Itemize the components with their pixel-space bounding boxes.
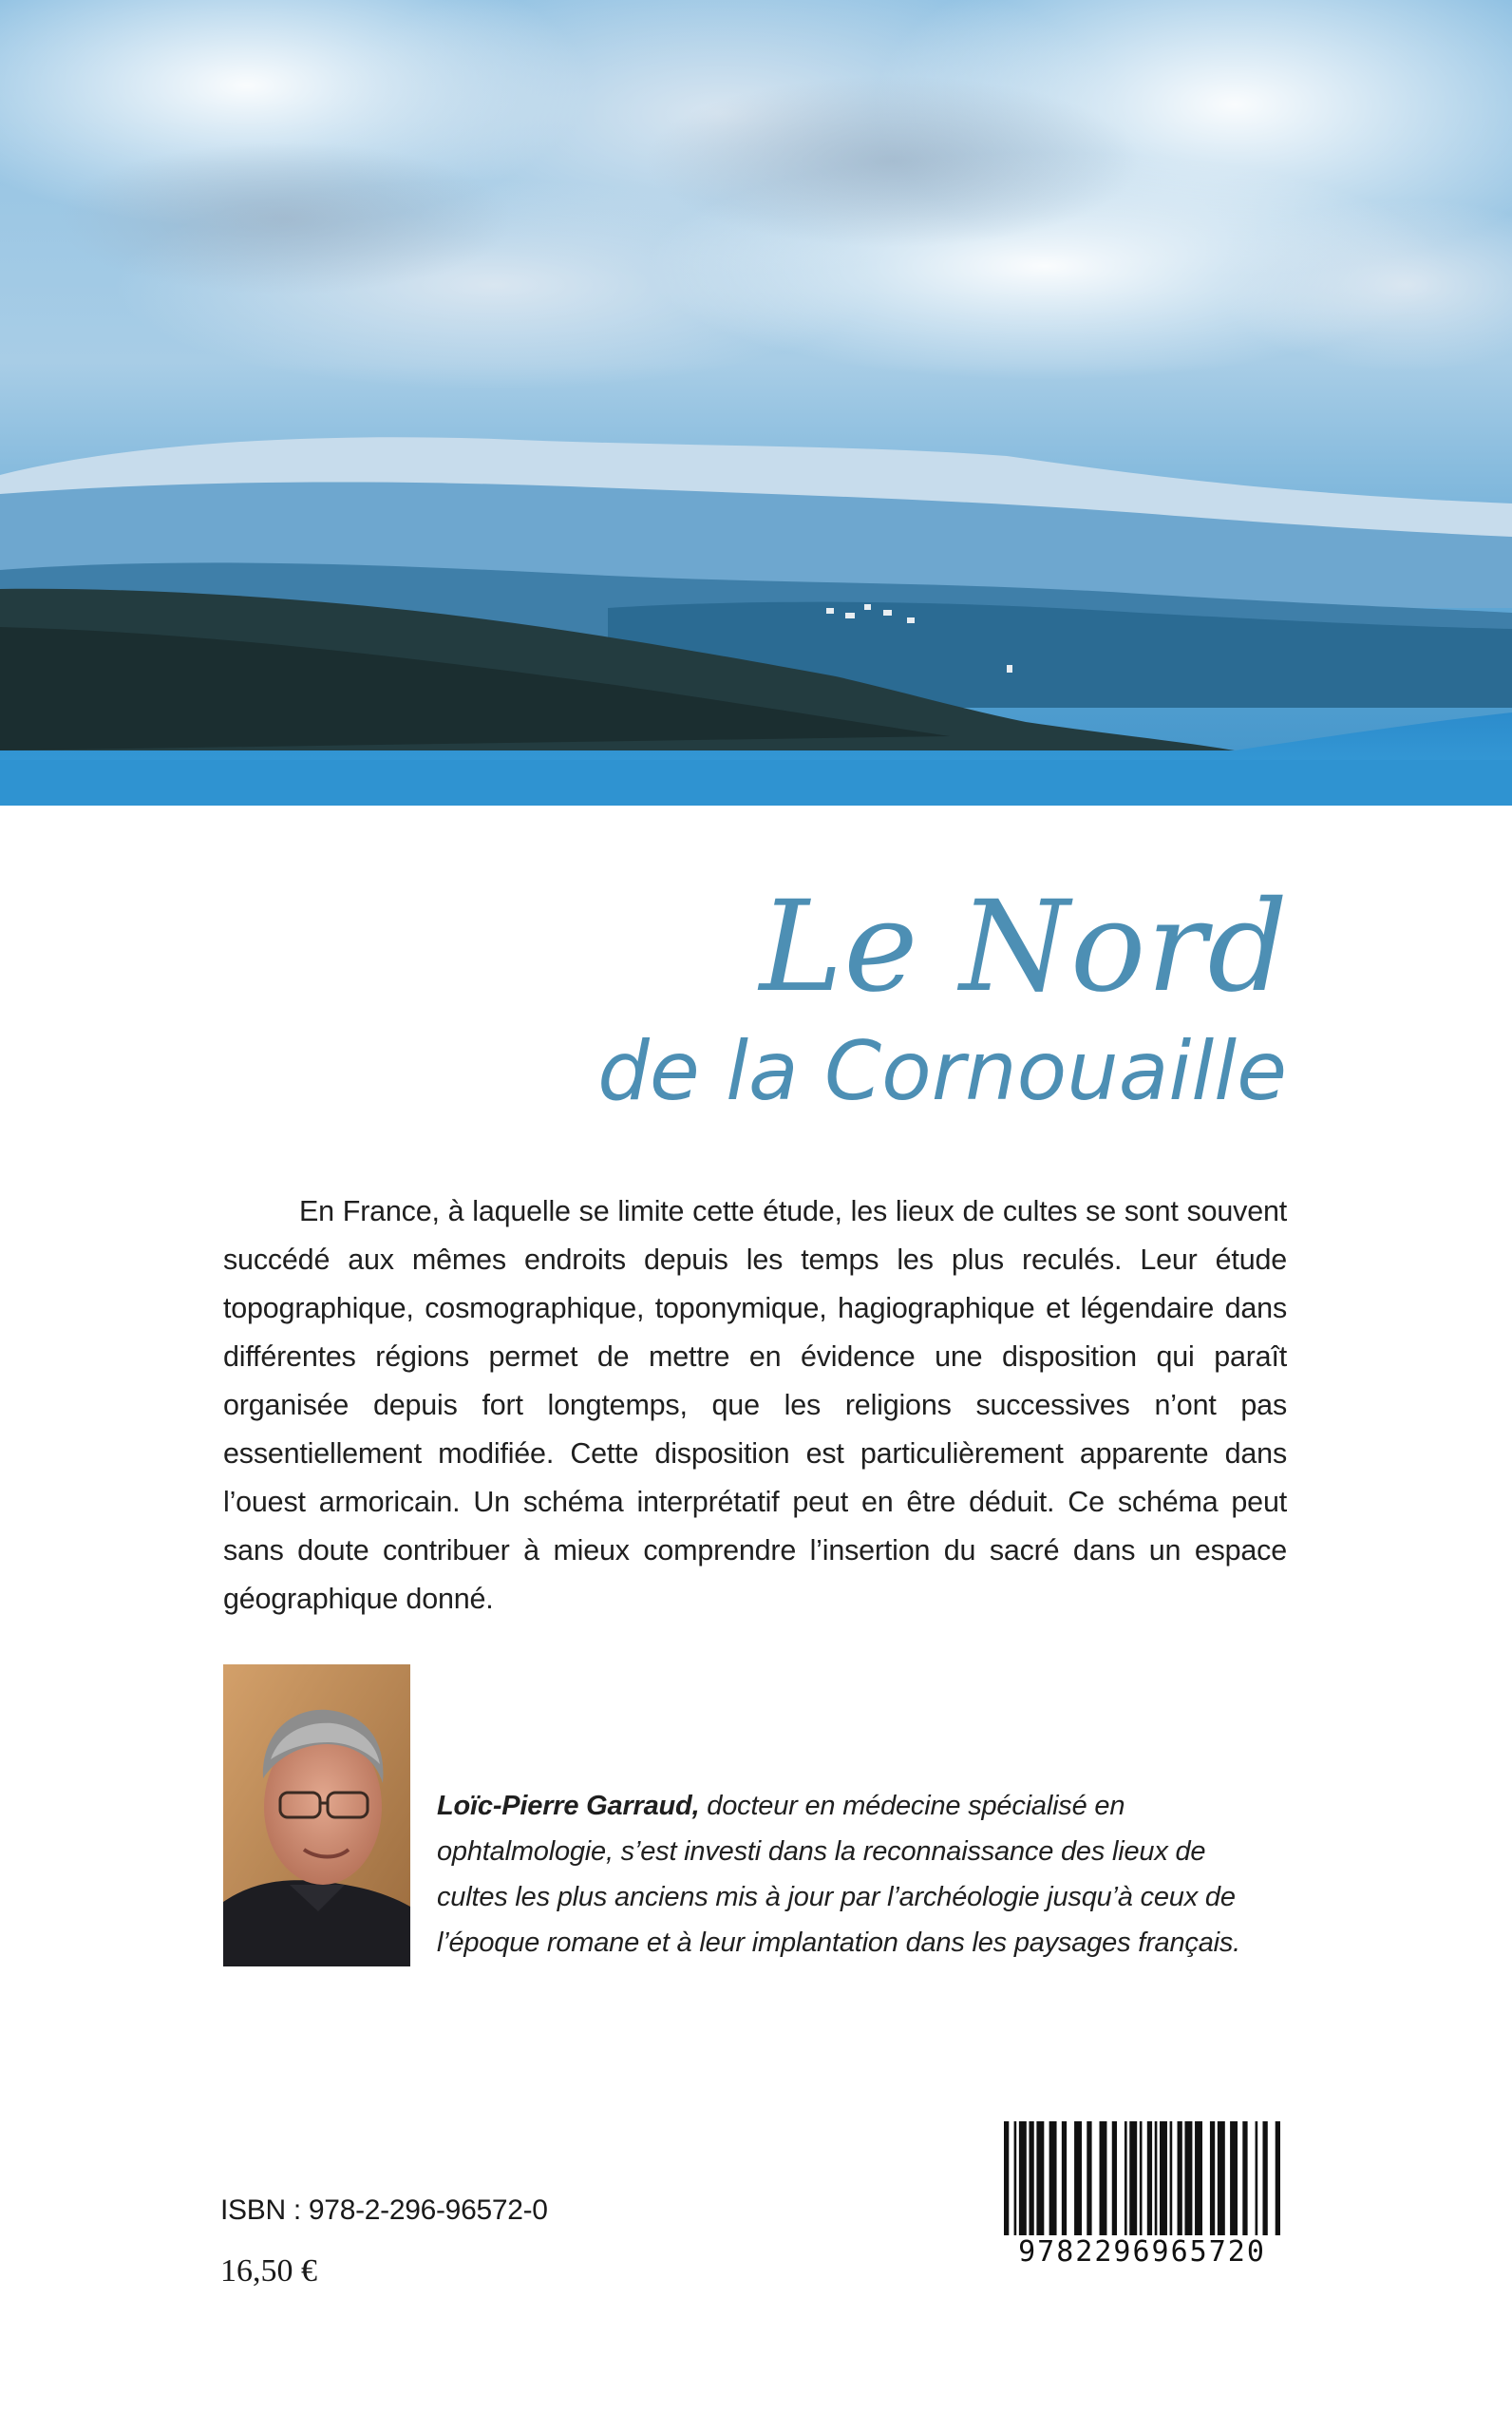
barcode-bar — [1036, 2121, 1044, 2235]
barcode-bar — [1129, 2121, 1137, 2235]
barcode-bar — [1178, 2121, 1182, 2235]
barcode-bar — [1262, 2121, 1267, 2235]
barcode-bar — [1112, 2121, 1117, 2235]
title-subtitle: de la Cornouaille — [597, 1024, 1287, 1119]
barcode-bar — [1019, 2121, 1027, 2235]
author-bio-text: docteur en médecine spécialisé en ophtalmologie, s’est investi dans la reconnaissance des lieux de cultes les plus anciens mis à jour par l’archéologie jusqu’à ceux de l’époque romane et à leur implantation dans les paysages français. — [437, 1791, 1241, 1958]
barcode-bar — [1210, 2121, 1215, 2235]
title-main: Le Nord — [759, 874, 1289, 1020]
author-portrait — [223, 1664, 410, 1966]
barcode-bar — [1155, 2121, 1158, 2235]
barcode-bar — [1074, 2121, 1082, 2235]
barcode-bar — [1242, 2121, 1247, 2235]
barcode-bar — [1062, 2121, 1067, 2235]
barcode-bar — [1276, 2121, 1280, 2235]
barcode-bar — [1014, 2121, 1017, 2235]
barcode — [992, 2114, 1292, 2280]
author-bio — [437, 1783, 1282, 1966]
isbn: ISBN : 978-2-296-96572-0 — [220, 2194, 548, 2226]
barcode-bar — [1256, 2121, 1258, 2235]
cover-landscape-photo — [0, 0, 1512, 806]
barcode-bar — [1140, 2121, 1143, 2235]
barcode-bar — [1004, 2121, 1009, 2235]
back-cover-blurb: En France, à laquelle se limite cette étude, les lieux de cultes se sont souvent succédé aux mêmes endroits depuis les temps les plus reculés. Leur étude topographique, cosmographique, toponymique, hagiographique et légendaire dans différentes régions permet de mettre en évidence une disposition qui paraît organisée depuis fort longtemps, que les religions successives n’ont pas essentiellement modifiée. Cette disposition est particulièrement apparente dans l’ouest armoricain. Un schéma interprétatif peut en être déduit. Ce schéma peut sans doute contribuer à mieux comprendre l’insertion du sacré dans un espace géographique donné. — [223, 1195, 1287, 1615]
barcode-bar — [1125, 2121, 1127, 2235]
barcode-bar — [1160, 2121, 1167, 2235]
author-name: Loïc-Pierre Garraud, — [437, 1791, 700, 1821]
price: 16,50 € — [220, 2253, 317, 2289]
author-portrait-icon — [223, 1664, 410, 1966]
coastal-landscape-icon — [0, 0, 1512, 806]
barcode-bar — [1195, 2121, 1202, 2235]
barcode-bar — [1049, 2121, 1057, 2235]
barcode-bar — [1230, 2121, 1238, 2235]
barcode-digits: 9782296965720 — [1018, 2235, 1266, 2269]
barcode-bar — [1218, 2121, 1225, 2235]
barcode-bar — [1147, 2121, 1152, 2235]
barcode-icon — [1004, 2121, 1280, 2235]
barcode-bar — [1184, 2121, 1192, 2235]
barcode-bar — [1087, 2121, 1091, 2235]
barcode-bar — [1170, 2121, 1173, 2235]
barcode-bar — [1100, 2121, 1107, 2235]
barcode-bar — [1029, 2121, 1033, 2235]
